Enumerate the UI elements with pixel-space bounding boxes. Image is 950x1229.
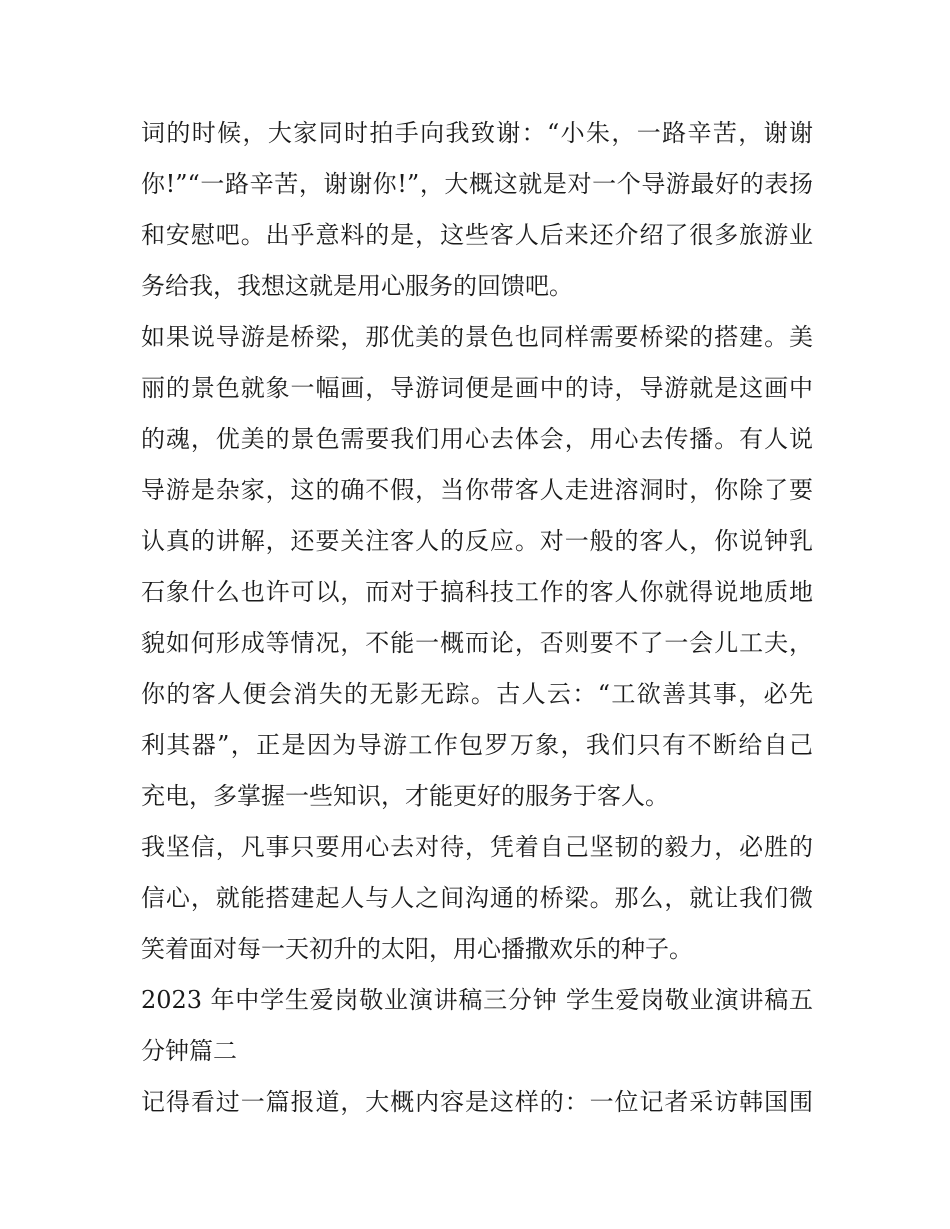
text-line: 记得看过一篇报道，大概内容是这样的：一位记者采访韩国围	[141, 1088, 813, 1116]
document-body	[141, 108, 813, 1128]
text-line: 你!”“一路辛苦，谢谢你!”，大概这就是对一个导游最好的表扬	[141, 170, 813, 198]
text-line: 貌如何形成等情况，不能一概而论，否则要不了一会儿工夫，	[141, 629, 813, 657]
text-line: 导游是杂家，这的确不假，当你带客人走进溶洞时，你除了要	[141, 476, 813, 504]
text-line: 词的时候，大家同时拍手向我致谢：“小朱，一路辛苦，谢谢	[141, 119, 813, 147]
text-line: 如果说导游是桥梁，那优美的景色也同样需要桥梁的搭建。美	[141, 323, 813, 351]
text-line: 利其器”，正是因为导游工作包罗万象，我们只有不断给自己	[141, 731, 813, 759]
text-line: 我坚信，凡事只要用心去对待，凭着自己坚韧的毅力，必胜的	[141, 833, 813, 861]
text-line: 你的客人便会消失的无影无踪。古人云：“工欲善其事，必先	[141, 680, 813, 708]
text-line: 认真的讲解，还要关注客人的反应。对一般的客人，你说钟乳	[141, 527, 813, 555]
section-heading: 2023 年中学生爱岗敬业演讲稿三分钟 学生爱岗敬业演讲稿五	[141, 986, 813, 1014]
text-line: 信心，就能搭建起人与人之间沟通的桥梁。那么，就让我们微	[141, 884, 813, 912]
text-line: 笑着面对每一天初升的太阳，用心播撒欢乐的种子。	[141, 935, 693, 963]
text-line: 充电，多掌握一些知识，才能更好的服务于客人。	[141, 782, 669, 810]
text-line: 丽的景色就象一幅画，导游词便是画中的诗，导游就是这画中	[141, 374, 813, 402]
text-line: 和安慰吧。出乎意料的是，这些客人后来还介绍了很多旅游业	[141, 221, 813, 249]
text-line: 务给我，我想这就是用心服务的回馈吧。	[141, 272, 573, 300]
text-line: 石象什么也许可以，而对于搞科技工作的客人你就得说地质地	[141, 578, 813, 606]
text-line: 的魂，优美的景色需要我们用心去体会，用心去传播。有人说	[141, 425, 813, 453]
section-heading: 分钟篇二	[141, 1037, 237, 1065]
